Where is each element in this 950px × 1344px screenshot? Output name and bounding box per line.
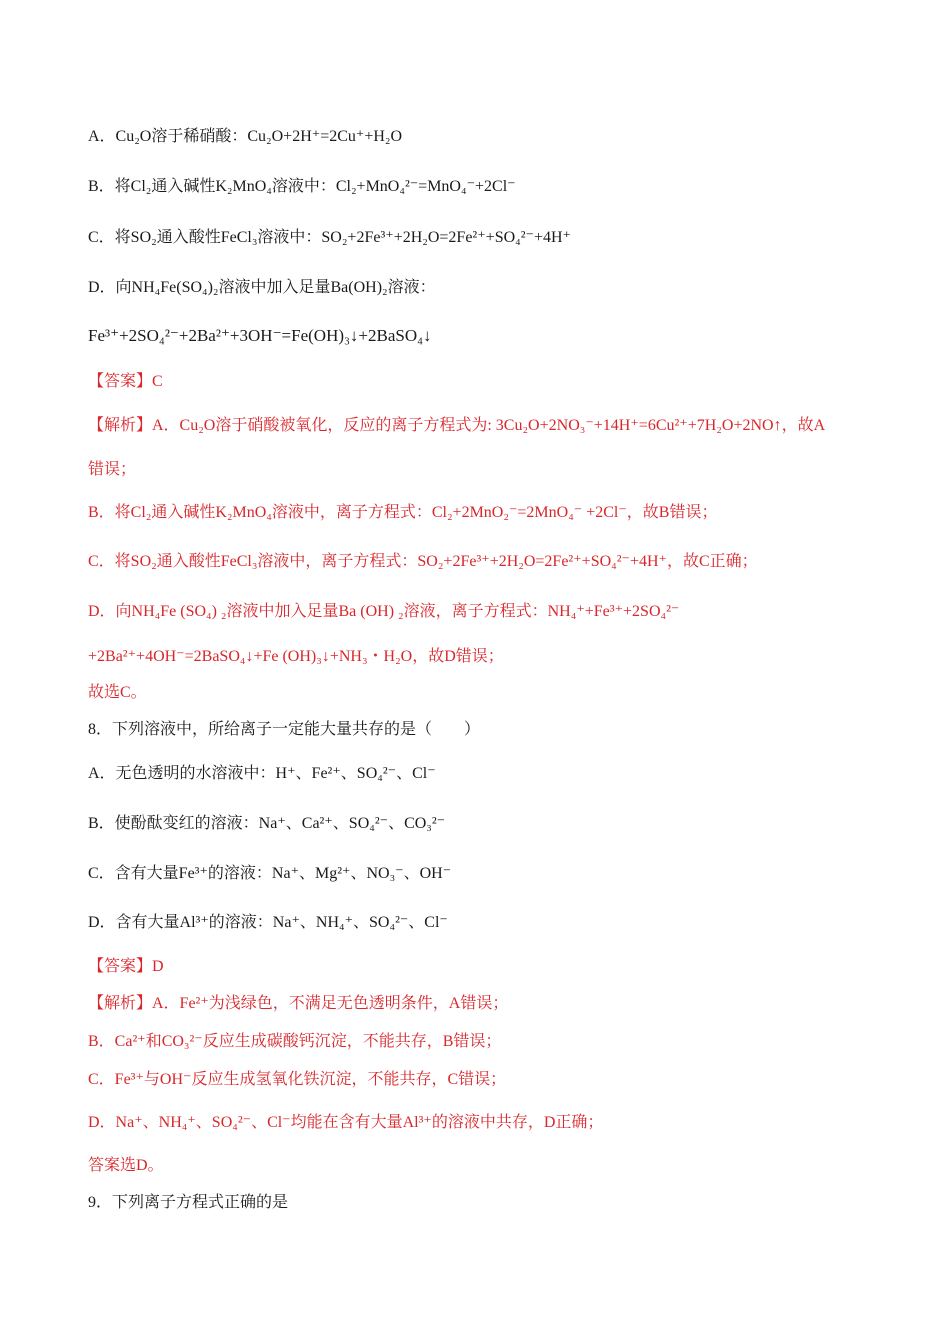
q8-option-d: D．含有大量Al³⁺的溶液：Na⁺、NH₄⁺、SO₄²⁻、Cl⁻ bbox=[88, 914, 448, 931]
option-d-equation: Fe³⁺+2SO₄²⁻+2Ba²⁺+3OH⁻=Fe(OH)₃↓+2BaSO₄↓ bbox=[88, 326, 432, 345]
q8-option-a: A．无色透明的水溶液中：H⁺、Fe²⁺、SO₄²⁻、Cl⁻ bbox=[88, 765, 436, 782]
q8-explanation-c: C．Fe³⁺与OH⁻反应生成氢氧化铁沉淀，不能共存，C错误； bbox=[88, 1071, 507, 1088]
explanation-d: D．向NH₄Fe (SO₄) ₂溶液中加入足量Ba (OH) ₂溶液，离子方程式：NH₄⁺+Fe³⁺+2SO₄²⁻ bbox=[88, 603, 680, 620]
explanation-c: C．将SO₂通入酸性FeCl₃溶液中，离子方程式：SO₂+2Fe³⁺+2H₂O=2Fe²⁺+SO₄²⁻+4H⁺，故C正确； bbox=[88, 553, 758, 570]
q8-answer-label: 【答案】D bbox=[88, 958, 164, 975]
explanation-b: B．将Cl₂通入碱性K₂MnO₄溶液中，离子方程式：Cl₂+2MnO₂⁻=2MnO₄⁻ +2Cl⁻，故B错误； bbox=[88, 504, 718, 521]
explanation-a-cont: 错误； bbox=[88, 461, 137, 478]
q8-conclusion: 答案选D。 bbox=[88, 1157, 164, 1174]
question-9: 9．下列离子方程式正确的是 bbox=[88, 1194, 289, 1211]
option-c: C．将SO₂通入酸性FeCl₃溶液中：SO₂+2Fe³⁺+2H₂O=2Fe²⁺+SO₄²⁻+4H⁺ bbox=[88, 229, 571, 246]
option-a: A．Cu₂O溶于稀硝酸：Cu₂O+2H⁺=2Cu⁺+H₂O bbox=[88, 128, 403, 145]
option-b: B．将Cl₂通入碱性K₂MnO₄溶液中：Cl₂+MnO₄²⁻=MnO₄⁻+2Cl⁻ bbox=[88, 178, 516, 195]
q8-option-c: C．含有大量Fe³⁺的溶液：Na⁺、Mg²⁺、NO₃⁻、OH⁻ bbox=[88, 865, 452, 882]
q8-option-b: B．使酚酞变红的溶液：Na⁺、Ca²⁺、SO₄²⁻、CO₃²⁻ bbox=[88, 815, 446, 832]
answer-label: 【答案】C bbox=[88, 373, 163, 390]
q8-explanation-a: 【解析】A．Fe²⁺为浅绿色，不满足无色透明条件，A错误； bbox=[88, 995, 509, 1012]
conclusion: 故选C。 bbox=[88, 684, 147, 701]
explanation-d-cont: +2Ba²⁺+4OH⁻=2BaSO₄↓+Fe (OH)₃↓+NH₃・H₂O，故D错误； bbox=[88, 648, 504, 665]
q8-explanation-b: B．Ca²⁺和CO₃²⁻反应生成碳酸钙沉淀，不能共存，B错误； bbox=[88, 1033, 502, 1050]
option-d: D．向NH₄Fe(SO₄)₂溶液中加入足量Ba(OH)₂溶液： bbox=[88, 279, 436, 296]
explanation-a: 【解析】A．Cu₂O溶于硝酸被氧化，反应的离子方程式为: 3Cu₂O+2NO₃⁻+14H⁺=6Cu²⁺+7H₂O+2NO↑，故A bbox=[88, 417, 826, 434]
q8-explanation-d: D．Na⁺、NH₄⁺、SO₄²⁻、Cl⁻均能在含有大量Al³⁺的溶液中共存，D正确； bbox=[88, 1114, 604, 1131]
question-8: 8．下列溶液中，所给离子一定能大量共存的是（ ） bbox=[88, 721, 481, 738]
